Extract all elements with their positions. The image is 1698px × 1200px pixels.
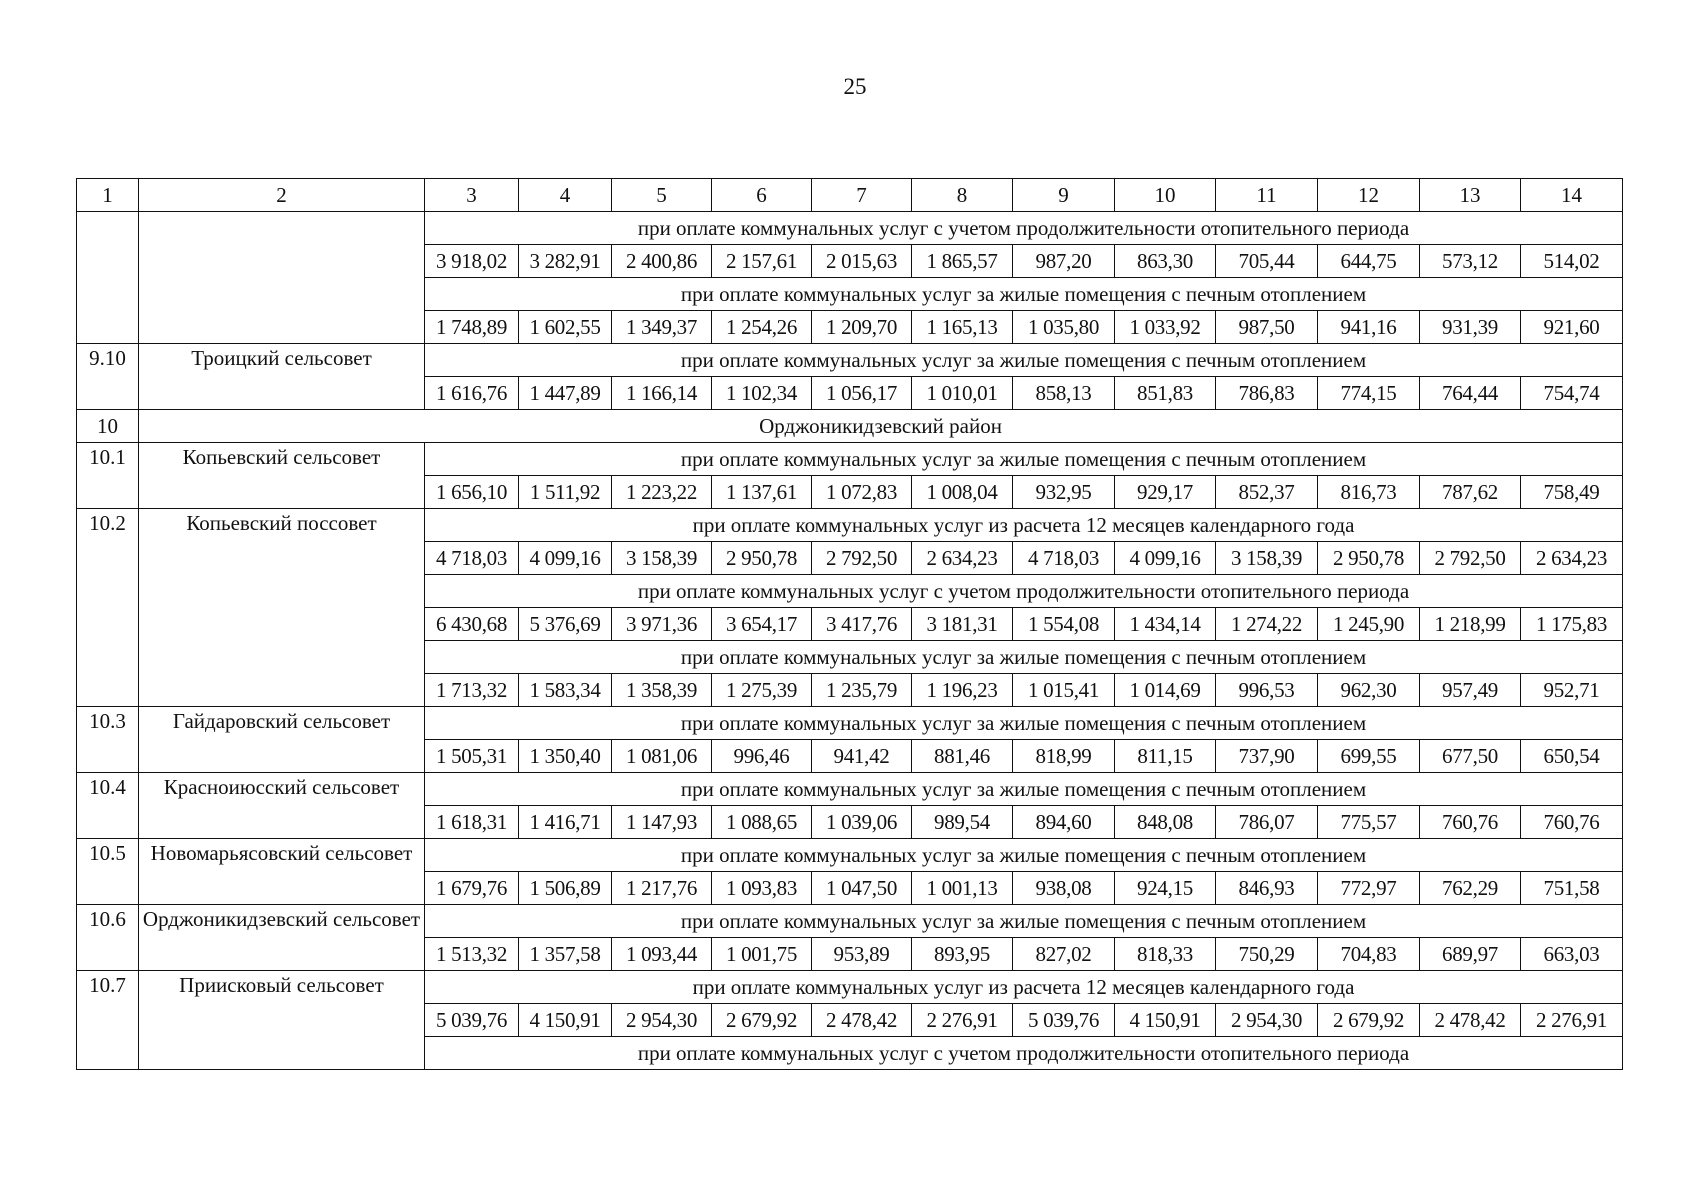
value-cell: 941,42 bbox=[812, 740, 912, 773]
value-cell: 1 001,13 bbox=[912, 872, 1013, 905]
value-cell: 3 971,36 bbox=[612, 608, 712, 641]
value-cell: 818,33 bbox=[1115, 938, 1216, 971]
payment-condition: при оплате коммунальных услуг с учетом продолжительности отопительного периода bbox=[425, 575, 1623, 608]
value-cell: 772,97 bbox=[1318, 872, 1420, 905]
row-number: 10 bbox=[77, 410, 139, 443]
value-cell: 2 954,30 bbox=[1216, 1004, 1318, 1037]
value-cell: 677,50 bbox=[1420, 740, 1521, 773]
payment-condition: при оплате коммунальных услуг с учетом продолжительности отопительного периода bbox=[425, 1037, 1623, 1070]
value-cell: 1 056,17 bbox=[812, 377, 912, 410]
value-cell: 1 166,14 bbox=[612, 377, 712, 410]
value-cell: 6 430,68 bbox=[425, 608, 519, 641]
header-cell: 14 bbox=[1521, 179, 1623, 212]
value-cell: 1 223,22 bbox=[612, 476, 712, 509]
value-cell: 1 513,32 bbox=[425, 938, 519, 971]
settlement-name bbox=[139, 212, 425, 344]
value-cell: 1 102,34 bbox=[712, 377, 812, 410]
value-cell: 962,30 bbox=[1318, 674, 1420, 707]
value-cell: 1 656,10 bbox=[425, 476, 519, 509]
value-cell: 2 478,42 bbox=[1420, 1004, 1521, 1037]
value-cell: 650,54 bbox=[1521, 740, 1623, 773]
value-cell: 5 376,69 bbox=[519, 608, 612, 641]
value-cell: 3 158,39 bbox=[1216, 542, 1318, 575]
header-cell: 10 bbox=[1115, 179, 1216, 212]
value-cell: 2 792,50 bbox=[812, 542, 912, 575]
value-cell: 881,46 bbox=[912, 740, 1013, 773]
settlement-name: Новомарьясовский сельсовет bbox=[139, 839, 425, 905]
value-cell: 3 918,02 bbox=[425, 245, 519, 278]
value-cell: 1 865,57 bbox=[912, 245, 1013, 278]
value-cell: 1 209,70 bbox=[812, 311, 912, 344]
value-cell: 1 218,99 bbox=[1420, 608, 1521, 641]
value-cell: 2 950,78 bbox=[1318, 542, 1420, 575]
payment-condition: при оплате коммунальных услуг за жилые помещения с печным отоплением bbox=[425, 707, 1623, 740]
value-cell: 2 954,30 bbox=[612, 1004, 712, 1037]
row-number bbox=[77, 212, 139, 344]
value-cell: 2 276,91 bbox=[912, 1004, 1013, 1037]
header-cell: 4 bbox=[519, 179, 612, 212]
value-cell: 921,60 bbox=[1521, 311, 1623, 344]
value-cell: 754,74 bbox=[1521, 377, 1623, 410]
value-cell: 1 217,76 bbox=[612, 872, 712, 905]
value-cell: 816,73 bbox=[1318, 476, 1420, 509]
value-cell: 751,58 bbox=[1521, 872, 1623, 905]
value-cell: 1 554,08 bbox=[1013, 608, 1115, 641]
value-cell: 1 618,31 bbox=[425, 806, 519, 839]
value-cell: 3 417,76 bbox=[812, 608, 912, 641]
value-cell: 775,57 bbox=[1318, 806, 1420, 839]
condition-row bbox=[77, 707, 1623, 740]
value-cell: 1 506,89 bbox=[519, 872, 612, 905]
payment-condition: при оплате коммунальных услуг за жилые помещения с печным отоплением bbox=[425, 443, 1623, 476]
condition-row bbox=[77, 971, 1623, 1004]
value-cell: 4 099,16 bbox=[519, 542, 612, 575]
value-cell: 957,49 bbox=[1420, 674, 1521, 707]
page-number: 25 bbox=[843, 74, 867, 99]
value-cell: 1 035,80 bbox=[1013, 311, 1115, 344]
value-cell: 2 276,91 bbox=[1521, 1004, 1623, 1037]
value-cell: 2 634,23 bbox=[1521, 542, 1623, 575]
condition-row bbox=[77, 905, 1623, 938]
value-cell: 1 748,89 bbox=[425, 311, 519, 344]
header-cell: 3 bbox=[425, 179, 519, 212]
value-cell: 786,83 bbox=[1216, 377, 1318, 410]
value-cell: 4 150,91 bbox=[519, 1004, 612, 1037]
value-cell: 3 654,17 bbox=[712, 608, 812, 641]
region-name: Орджоникидзевский район bbox=[139, 410, 1623, 443]
value-cell: 2 950,78 bbox=[712, 542, 812, 575]
value-cell: 1 713,32 bbox=[425, 674, 519, 707]
value-cell: 514,02 bbox=[1521, 245, 1623, 278]
value-cell: 929,17 bbox=[1115, 476, 1216, 509]
condition-row bbox=[77, 839, 1623, 872]
settlement-name: Приисковый сельсовет bbox=[139, 971, 425, 1070]
row-number: 9.10 bbox=[77, 344, 139, 410]
payment-condition: при оплате коммунальных услуг за жилые помещения с печным отоплением bbox=[425, 839, 1623, 872]
header-cell: 2 bbox=[139, 179, 425, 212]
value-cell: 705,44 bbox=[1216, 245, 1318, 278]
payment-condition: при оплате коммунальных услуг за жилые помещения с печным отоплением bbox=[425, 641, 1623, 674]
value-cell: 644,75 bbox=[1318, 245, 1420, 278]
value-cell: 760,76 bbox=[1521, 806, 1623, 839]
value-cell: 1 015,41 bbox=[1013, 674, 1115, 707]
value-cell: 1 014,69 bbox=[1115, 674, 1216, 707]
settlement-name: Красноиюсский сельсовет bbox=[139, 773, 425, 839]
value-cell: 953,89 bbox=[812, 938, 912, 971]
value-cell: 1 583,34 bbox=[519, 674, 612, 707]
value-cell: 1 447,89 bbox=[519, 377, 612, 410]
settlement-name: Гайдаровский сельсовет bbox=[139, 707, 425, 773]
value-cell: 764,44 bbox=[1420, 377, 1521, 410]
value-cell: 5 039,76 bbox=[1013, 1004, 1115, 1037]
value-cell: 2 157,61 bbox=[712, 245, 812, 278]
value-cell: 1 081,06 bbox=[612, 740, 712, 773]
value-cell: 1 416,71 bbox=[519, 806, 612, 839]
value-cell: 2 015,63 bbox=[812, 245, 912, 278]
header-cell: 7 bbox=[812, 179, 912, 212]
value-cell: 1 679,76 bbox=[425, 872, 519, 905]
value-cell: 941,16 bbox=[1318, 311, 1420, 344]
value-cell: 758,49 bbox=[1521, 476, 1623, 509]
value-cell: 818,99 bbox=[1013, 740, 1115, 773]
value-cell: 4 718,03 bbox=[1013, 542, 1115, 575]
value-cell: 1 357,58 bbox=[519, 938, 612, 971]
value-cell: 1 147,93 bbox=[612, 806, 712, 839]
value-cell: 689,97 bbox=[1420, 938, 1521, 971]
payment-condition: при оплате коммунальных услуг из расчета 12 месяцев календарного года bbox=[425, 971, 1623, 1004]
payment-condition: при оплате коммунальных услуг за жилые помещения с печным отоплением bbox=[425, 344, 1623, 377]
value-cell: 989,54 bbox=[912, 806, 1013, 839]
value-cell: 1 093,83 bbox=[712, 872, 812, 905]
value-cell: 2 679,92 bbox=[712, 1004, 812, 1037]
value-cell: 699,55 bbox=[1318, 740, 1420, 773]
row-number: 10.2 bbox=[77, 509, 139, 707]
value-cell: 1 088,65 bbox=[712, 806, 812, 839]
region-row bbox=[77, 410, 1623, 443]
value-cell: 894,60 bbox=[1013, 806, 1115, 839]
value-cell: 848,08 bbox=[1115, 806, 1216, 839]
value-cell: 1 196,23 bbox=[912, 674, 1013, 707]
value-cell: 932,95 bbox=[1013, 476, 1115, 509]
value-cell: 4 718,03 bbox=[425, 542, 519, 575]
value-cell: 1 137,61 bbox=[712, 476, 812, 509]
settlement-name: Копьевский сельсовет bbox=[139, 443, 425, 509]
value-cell: 1 275,39 bbox=[712, 674, 812, 707]
condition-row bbox=[77, 212, 1623, 245]
value-cell: 851,83 bbox=[1115, 377, 1216, 410]
header-cell: 6 bbox=[712, 179, 812, 212]
value-cell: 1 047,50 bbox=[812, 872, 912, 905]
value-cell: 1 434,14 bbox=[1115, 608, 1216, 641]
payment-condition: при оплате коммунальных услуг за жилые помещения с печным отоплением bbox=[425, 905, 1623, 938]
value-cell: 762,29 bbox=[1420, 872, 1521, 905]
value-cell: 1 602,55 bbox=[519, 311, 612, 344]
value-cell: 2 792,50 bbox=[1420, 542, 1521, 575]
row-number: 10.1 bbox=[77, 443, 139, 509]
value-cell: 2 478,42 bbox=[812, 1004, 912, 1037]
value-cell: 1 505,31 bbox=[425, 740, 519, 773]
value-cell: 1 008,04 bbox=[912, 476, 1013, 509]
condition-row bbox=[77, 509, 1623, 542]
value-cell: 1 033,92 bbox=[1115, 311, 1216, 344]
payment-condition: при оплате коммунальных услуг за жилые помещения с печным отоплением bbox=[425, 278, 1623, 311]
settlement-name: Копьевский поссовет bbox=[139, 509, 425, 707]
value-cell: 1 072,83 bbox=[812, 476, 912, 509]
row-number: 10.7 bbox=[77, 971, 139, 1070]
value-cell: 827,02 bbox=[1013, 938, 1115, 971]
payment-condition: при оплате коммунальных услуг с учетом продолжительности отопительного периода bbox=[425, 212, 1623, 245]
row-number: 10.6 bbox=[77, 905, 139, 971]
value-cell: 938,08 bbox=[1013, 872, 1115, 905]
header-cell: 9 bbox=[1013, 179, 1115, 212]
header-cell: 11 bbox=[1216, 179, 1318, 212]
value-cell: 987,50 bbox=[1216, 311, 1318, 344]
value-cell: 811,15 bbox=[1115, 740, 1216, 773]
value-cell: 863,30 bbox=[1115, 245, 1216, 278]
value-cell: 1 039,06 bbox=[812, 806, 912, 839]
value-cell: 737,90 bbox=[1216, 740, 1318, 773]
header-cell: 5 bbox=[612, 179, 712, 212]
value-cell: 1 175,83 bbox=[1521, 608, 1623, 641]
value-cell: 893,95 bbox=[912, 938, 1013, 971]
condition-row bbox=[77, 773, 1623, 806]
value-cell: 5 039,76 bbox=[425, 1004, 519, 1037]
payment-condition: при оплате коммунальных услуг за жилые помещения с печным отоплением bbox=[425, 773, 1623, 806]
value-cell: 858,13 bbox=[1013, 377, 1115, 410]
value-cell: 704,83 bbox=[1318, 938, 1420, 971]
condition-row bbox=[77, 443, 1623, 476]
value-cell: 1 010,01 bbox=[912, 377, 1013, 410]
header-cell: 12 bbox=[1318, 179, 1420, 212]
condition-row bbox=[77, 344, 1623, 377]
value-cell: 1 235,79 bbox=[812, 674, 912, 707]
value-cell: 1 358,39 bbox=[612, 674, 712, 707]
header-row bbox=[77, 179, 1623, 212]
header-cell: 8 bbox=[912, 179, 1013, 212]
value-cell: 573,12 bbox=[1420, 245, 1521, 278]
value-cell: 1 001,75 bbox=[712, 938, 812, 971]
payment-condition: при оплате коммунальных услуг из расчета 12 месяцев календарного года bbox=[425, 509, 1623, 542]
value-cell: 1 511,92 bbox=[519, 476, 612, 509]
tariff-table bbox=[76, 178, 1623, 1070]
settlement-name: Орджоникидзевский сельсовет bbox=[139, 905, 425, 971]
value-cell: 1 350,40 bbox=[519, 740, 612, 773]
value-cell: 996,53 bbox=[1216, 674, 1318, 707]
value-cell: 1 616,76 bbox=[425, 377, 519, 410]
row-number: 10.4 bbox=[77, 773, 139, 839]
value-cell: 931,39 bbox=[1420, 311, 1521, 344]
value-cell: 663,03 bbox=[1521, 938, 1623, 971]
value-cell: 924,15 bbox=[1115, 872, 1216, 905]
row-number: 10.3 bbox=[77, 707, 139, 773]
value-cell: 996,46 bbox=[712, 740, 812, 773]
value-cell: 1 245,90 bbox=[1318, 608, 1420, 641]
value-cell: 1 349,37 bbox=[612, 311, 712, 344]
value-cell: 1 165,13 bbox=[912, 311, 1013, 344]
value-cell: 750,29 bbox=[1216, 938, 1318, 971]
value-cell: 4 099,16 bbox=[1115, 542, 1216, 575]
value-cell: 1 274,22 bbox=[1216, 608, 1318, 641]
value-cell: 2 400,86 bbox=[612, 245, 712, 278]
value-cell: 1 254,26 bbox=[712, 311, 812, 344]
header-cell: 13 bbox=[1420, 179, 1521, 212]
value-cell: 846,93 bbox=[1216, 872, 1318, 905]
header-cell: 1 bbox=[77, 179, 139, 212]
row-number: 10.5 bbox=[77, 839, 139, 905]
value-cell: 852,37 bbox=[1216, 476, 1318, 509]
value-cell: 3 158,39 bbox=[612, 542, 712, 575]
value-cell: 987,20 bbox=[1013, 245, 1115, 278]
value-cell: 3 282,91 bbox=[519, 245, 612, 278]
settlement-name: Троицкий сельсовет bbox=[139, 344, 425, 410]
value-cell: 3 181,31 bbox=[912, 608, 1013, 641]
value-cell: 952,71 bbox=[1521, 674, 1623, 707]
value-cell: 760,76 bbox=[1420, 806, 1521, 839]
value-cell: 1 093,44 bbox=[612, 938, 712, 971]
value-cell: 2 679,92 bbox=[1318, 1004, 1420, 1037]
value-cell: 787,62 bbox=[1420, 476, 1521, 509]
value-cell: 2 634,23 bbox=[912, 542, 1013, 575]
value-cell: 4 150,91 bbox=[1115, 1004, 1216, 1037]
value-cell: 774,15 bbox=[1318, 377, 1420, 410]
value-cell: 786,07 bbox=[1216, 806, 1318, 839]
